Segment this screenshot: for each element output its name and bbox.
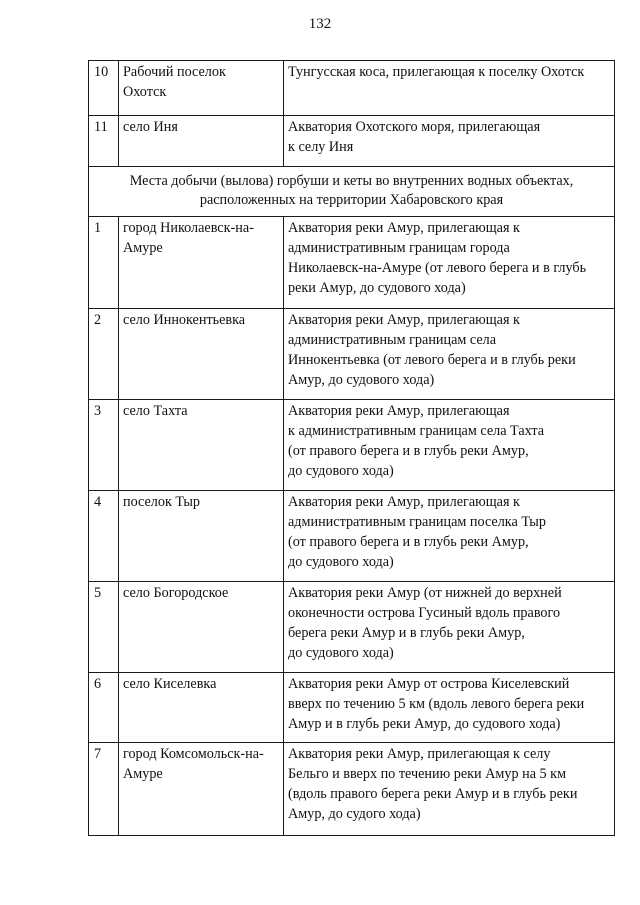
area-description: [284, 582, 615, 673]
description-line: Амур, до судового хода): [288, 372, 435, 388]
row-number: 4: [89, 491, 119, 582]
place-name: [119, 491, 284, 582]
row-number: 11: [89, 116, 119, 167]
place-name-line: село Иня: [123, 119, 178, 135]
row-number: 7: [89, 743, 119, 836]
place-name-line: село Киселевка: [123, 676, 217, 692]
place-name: [119, 743, 284, 836]
place-name: [119, 61, 284, 116]
place-name: [119, 309, 284, 400]
place-name: [119, 400, 284, 491]
table-row: [89, 400, 615, 491]
table-row: [89, 309, 615, 400]
description-line: Акватория реки Амур, прилегающая к: [288, 494, 520, 510]
table-row: [89, 491, 615, 582]
description-line: вверх по течению 5 км (вдоль левого берега реки: [288, 696, 585, 712]
description-line: Акватория реки Амур от острова Киселевский: [288, 676, 570, 692]
row-number: 1: [89, 217, 119, 309]
description-line: Акватория реки Амур (от нижней до верхней: [288, 585, 562, 601]
place-name-line: поселок Тыр: [123, 494, 201, 510]
area-description: [284, 400, 615, 491]
locations-table: [88, 60, 615, 836]
area-description: [284, 217, 615, 309]
place-name-line: село Тахта: [123, 403, 188, 419]
description-line: (вдоль правого берега реки Амур и в глубь реки: [288, 786, 578, 802]
row-number: 10: [89, 61, 119, 116]
area-description: [284, 491, 615, 582]
description-line: до судового хода): [288, 463, 394, 479]
section-heading-line: Места добычи (вылова) горбуши и кеты во внутренних водных объектах,: [129, 173, 574, 189]
area-description: [284, 61, 615, 116]
table-row: [89, 116, 615, 167]
place-name: [119, 217, 284, 309]
place-name-line: село Иннокентьевка: [123, 312, 246, 328]
page-number: 132: [308, 16, 332, 32]
description-line: Тунгусская коса, прилегающая к поселку Охотск: [288, 64, 585, 80]
description-line: к административным границам села Тахта: [288, 423, 545, 439]
section-heading-row: [89, 167, 615, 217]
row-number: 3: [89, 400, 119, 491]
place-name: [119, 582, 284, 673]
area-description: [284, 743, 615, 836]
place-name-line: Охотск: [123, 84, 167, 100]
place-name-line: город Комсомольск-на-: [123, 746, 264, 762]
place-name-line: Амуре: [123, 240, 163, 256]
description-line: Акватория Охотского моря, прилегающая: [288, 119, 541, 135]
place-name: [119, 116, 284, 167]
description-line: (от правого берега и в глубь реки Амур,: [288, 443, 529, 459]
description-line: до судового хода): [288, 554, 394, 570]
table-row: [89, 582, 615, 673]
description-line: оконечности острова Гусиный вдоль правого: [288, 605, 561, 621]
row-number: 6: [89, 673, 119, 743]
description-line: Амур, до судого хода): [288, 806, 421, 822]
place-name-line: Амуре: [123, 766, 163, 782]
description-line: Иннокентьевка (от левого берега и в глубь реки: [288, 352, 576, 368]
description-line: Бельго и вверх по течению реки Амур на 5 км: [288, 766, 567, 782]
place-name-line: Рабочий поселок: [123, 64, 226, 80]
description-line: Акватория реки Амур, прилегающая к: [288, 312, 520, 328]
description-line: административным границам города: [288, 240, 510, 256]
description-line: административным границам села: [288, 332, 497, 348]
description-line: Акватория реки Амур, прилегающая: [288, 403, 510, 419]
row-number: 2: [89, 309, 119, 400]
area-description: [284, 116, 615, 167]
place-name: [119, 673, 284, 743]
area-description: [284, 673, 615, 743]
row-number: 5: [89, 582, 119, 673]
description-line: Акватория реки Амур, прилегающая к селу: [288, 746, 551, 762]
section-heading: [89, 167, 615, 217]
description-line: Амур и в глубь реки Амур, до судового хода): [288, 716, 561, 732]
description-line: Николаевск-на-Амуре (от левого берега и в глубь: [288, 260, 587, 276]
table-row: [89, 673, 615, 743]
place-name-line: село Богородское: [123, 585, 229, 601]
table-row: [89, 61, 615, 116]
description-line: берега реки Амур и в глубь реки Амур,: [288, 625, 525, 641]
section-heading-line: расположенных на территории Хабаровского края: [199, 192, 504, 208]
area-description: [284, 309, 615, 400]
table-row: [89, 743, 615, 836]
description-line: Акватория реки Амур, прилегающая к: [288, 220, 520, 236]
description-line: до судового хода): [288, 645, 394, 661]
description-line: (от правого берега и в глубь реки Амур,: [288, 534, 529, 550]
description-line: к селу Иня: [288, 139, 354, 155]
description-line: административным границам поселка Тыр: [288, 514, 546, 530]
place-name-line: город Николаевск-на-: [123, 220, 254, 236]
table-row: [89, 217, 615, 309]
description-line: реки Амур, до судового хода): [288, 280, 466, 296]
